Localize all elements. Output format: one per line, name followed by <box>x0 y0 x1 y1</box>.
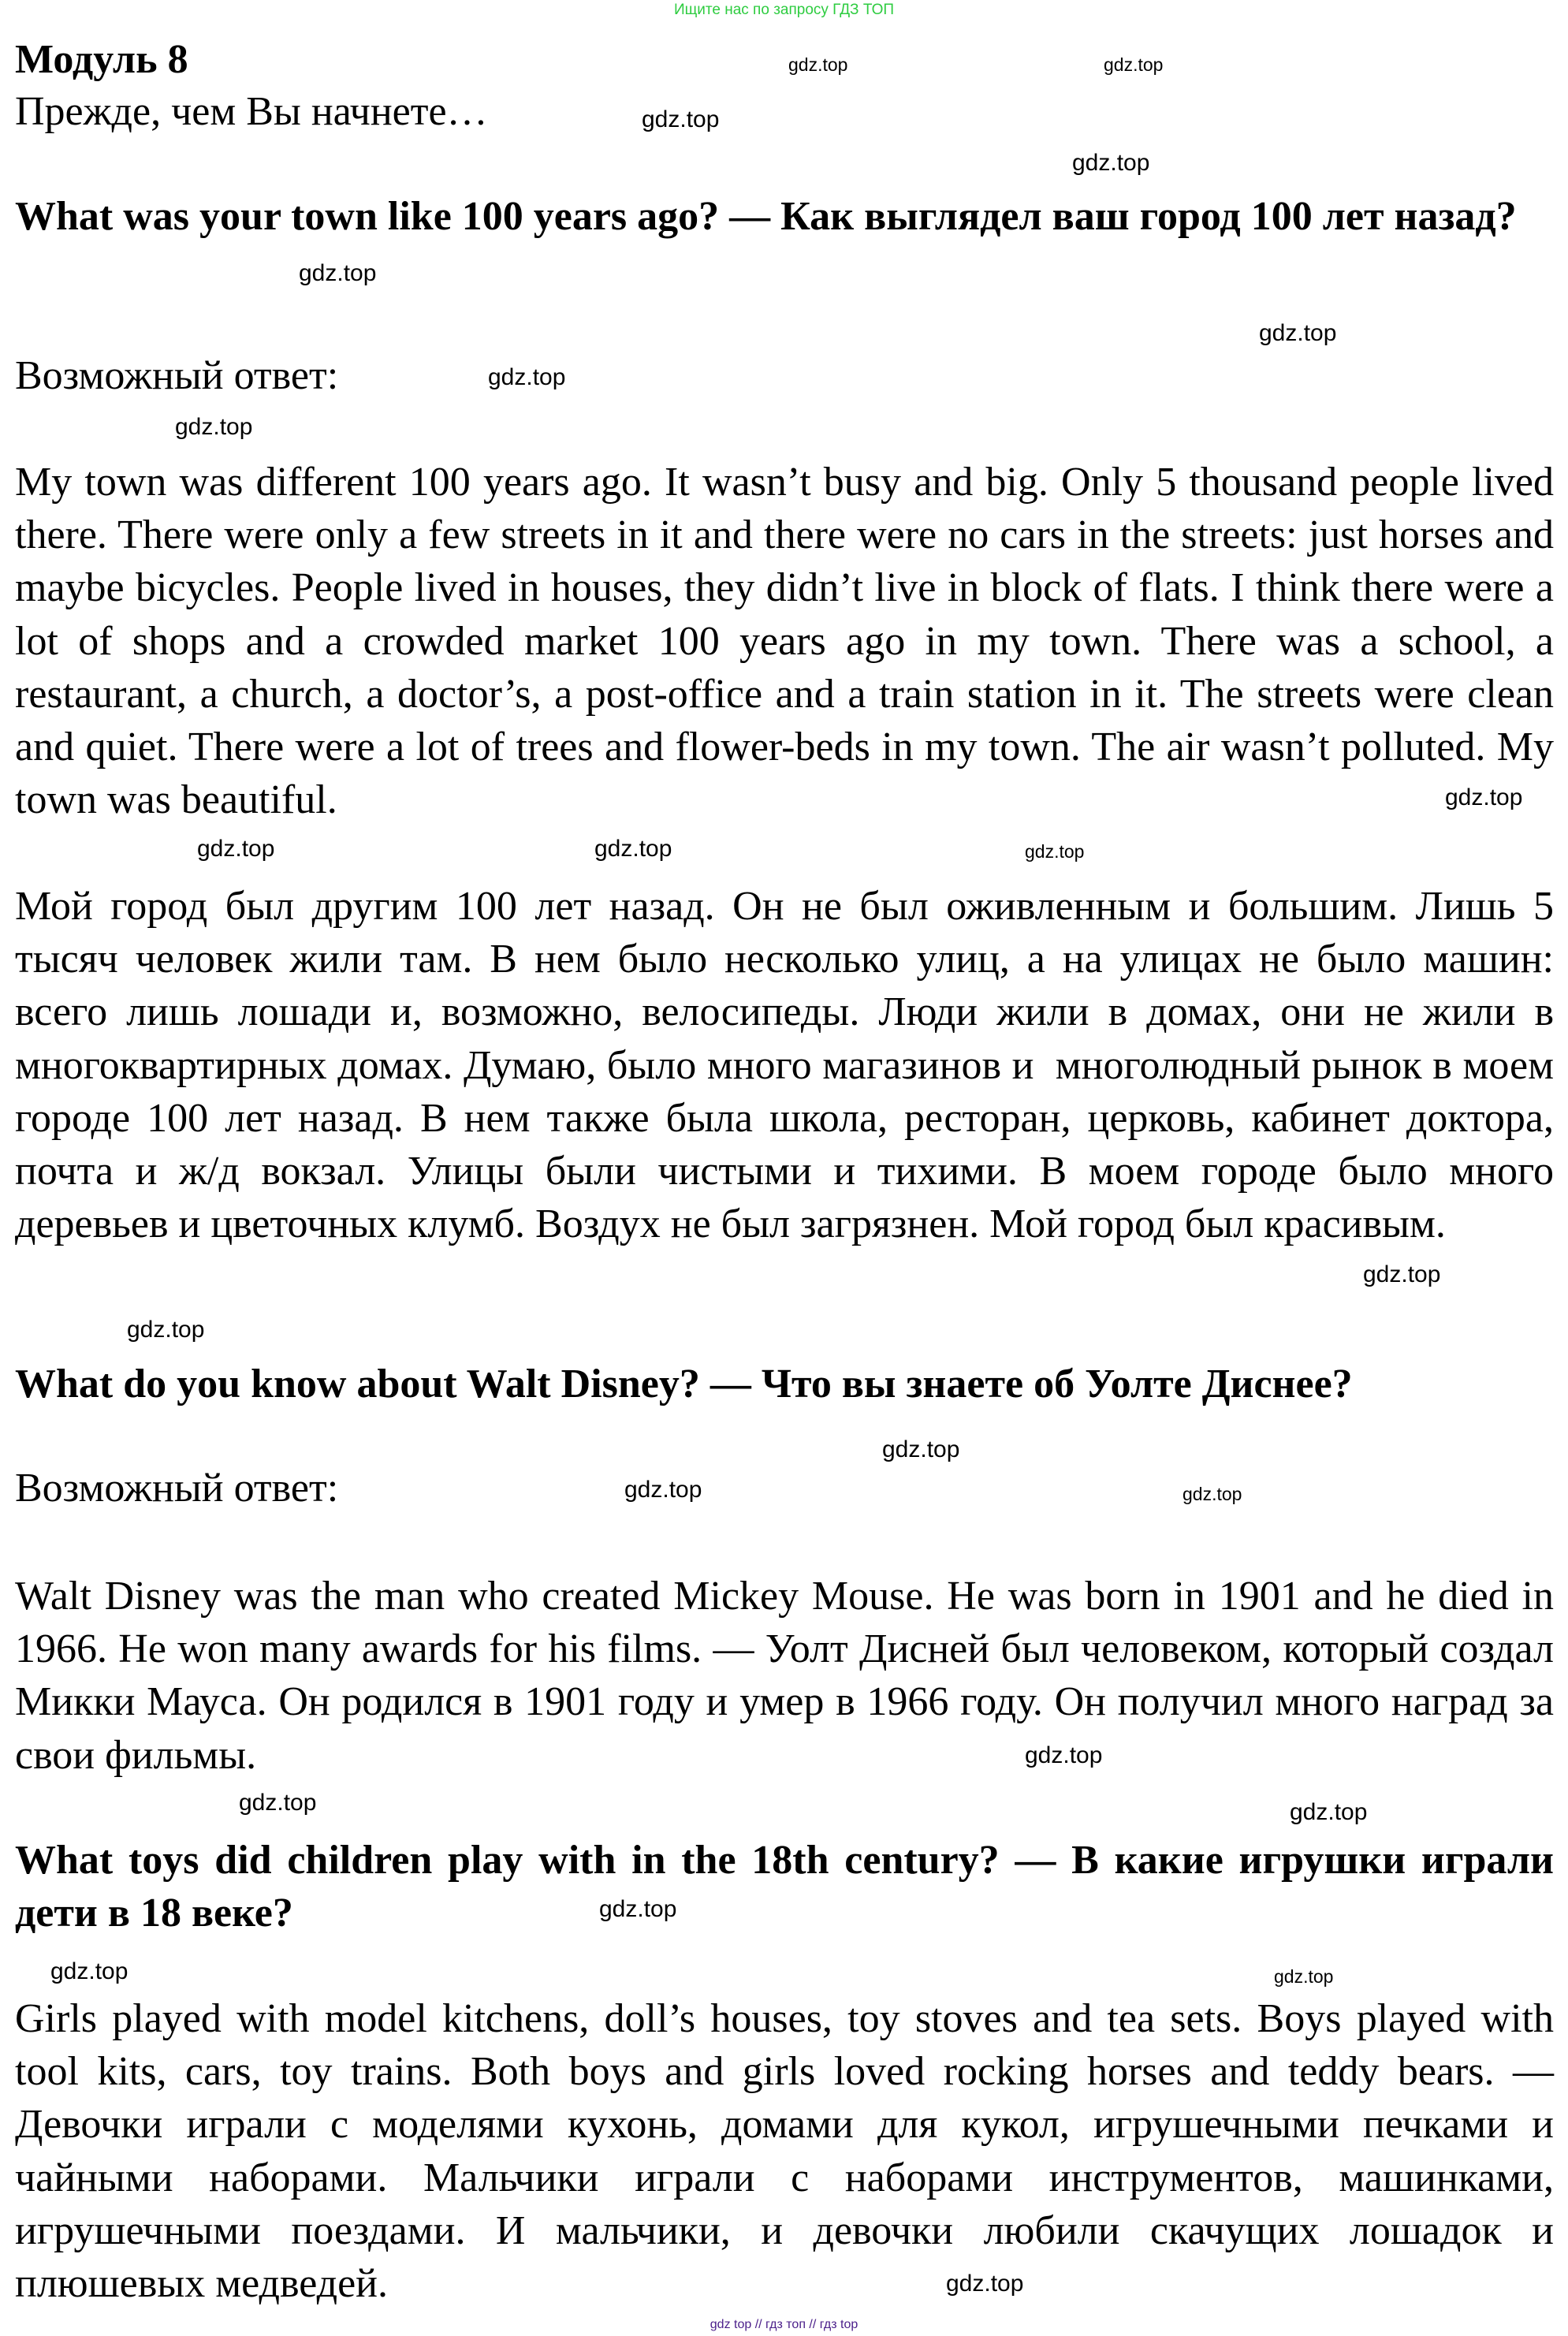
question-2-answer: Walt Disney was the man who created Mickey Mouse. He was born in 1901 and he died in 1966. He won many awards for his films. — Уолт Дисней был человеком, который создал Микки Мауса. Он родился в 1901 году и умер в 1966 году. Он получил много наград за свои фильмы. <box>15 1574 1554 1778</box>
watermark: gdz.top <box>197 836 275 862</box>
question-3-heading: What toys did children play with in the 18th century? — В какие игрушки играли дети в 18 веке? <box>15 1838 1554 1936</box>
module-title: Модуль 8 <box>15 37 188 82</box>
watermark: gdz.top <box>1363 1261 1441 1287</box>
search-banner: Ищите нас по запросу ГДЗ ТОП <box>673 2 895 18</box>
watermark: gdz.top <box>50 1958 128 1984</box>
question-3-answer: Girls played with model kitchens, doll’s houses, toy stoves and tea sets. Boys played with tool kits, cars, toy trains. Both boys and girls loved rocking horses and teddy bears. — Девочки играли с моделями кухонь, домами для кукол, игрушечными печками и чайными наборами. Мальчики играли с наборами инструментов, машинками, игрушечными поездами. И мальчики, и девочки любили скачущих лошадок и плюшевых медведей. <box>15 1996 1554 2307</box>
question-1-heading: What was your town like 100 years ago? — Как выглядел ваш город 100 лет назад? <box>15 194 1517 239</box>
intro-text: Прежде, чем Вы начнете… <box>15 89 488 134</box>
watermark: gdz.top <box>1025 1742 1103 1768</box>
question-1-answer-label: Возможный ответ: <box>15 353 339 398</box>
watermark: gdz.top <box>642 106 720 132</box>
watermark: gdz.top <box>1259 320 1337 346</box>
watermark: gdz.top <box>299 260 377 286</box>
question-1-answer-ru: Мой город был другим 100 лет назад. Он не был оживленным и большим. Лишь 5 тысяч человек жили там. В нем было несколько улиц, а на улицах не было машин: всего лишь лошади и, возможно, велосипеды. Люди жили в домах, они не жили в многоквартирных домах. Думаю, было много магазинов и многолюдный рынок в моем городе 100 лет назад. В нем также была школа, ресторан, церковь, кабинет доктора, почта и ж/д вокзал. Улицы были чистыми и тихими. В моем городе было много деревьев и цветочных клумб. Воздух не был загрязнен. Мой город был красивым. <box>15 884 1564 1247</box>
watermark: gdz.top <box>788 54 848 75</box>
watermark: gdz.top <box>127 1317 205 1343</box>
watermark: gdz.top <box>599 1896 677 1922</box>
watermark: gdz.top <box>175 414 253 440</box>
watermark: gdz.top <box>1183 1484 1242 1504</box>
watermark: gdz.top <box>1290 1799 1368 1825</box>
watermark: gdz.top <box>594 836 672 862</box>
footer-watermark: gdz top // гдз топ // гдз top <box>710 2318 858 2331</box>
watermark: gdz.top <box>882 1436 960 1462</box>
watermark: gdz.top <box>1025 841 1085 862</box>
watermark: gdz.top <box>1445 784 1523 810</box>
question-2-heading: What do you know about Walt Disney? — Что вы знаете об Уолте Диснее? <box>15 1362 1353 1406</box>
watermark: gdz.top <box>1274 1966 1334 1987</box>
watermark: gdz.top <box>1072 150 1150 176</box>
watermark: gdz.top <box>239 1790 317 1816</box>
question-2-answer-label: Возможный ответ: <box>15 1466 339 1511</box>
watermark: gdz.top <box>488 364 566 390</box>
question-1-answer-en: My town was different 100 years ago. It wasn’t busy and big. Only 5 thousand people lived there. There were only a few streets in it and there were no cars in the streets: just horses and maybe bicycles. People lived in houses, they didn’t live in block of flats. I think there were a lot of shops and a crowded market 100 years ago in my town. There was a school, a restaurant, a church, a doctor’s, a post-office and a train station in it. The streets were clean and quiet. There were a lot of trees and flower-beds in my town. The air wasn’t polluted. My town was beautiful. <box>15 460 1554 823</box>
watermark: gdz.top <box>946 2271 1024 2297</box>
watermark: gdz.top <box>624 1477 702 1503</box>
watermark: gdz.top <box>1104 54 1164 75</box>
